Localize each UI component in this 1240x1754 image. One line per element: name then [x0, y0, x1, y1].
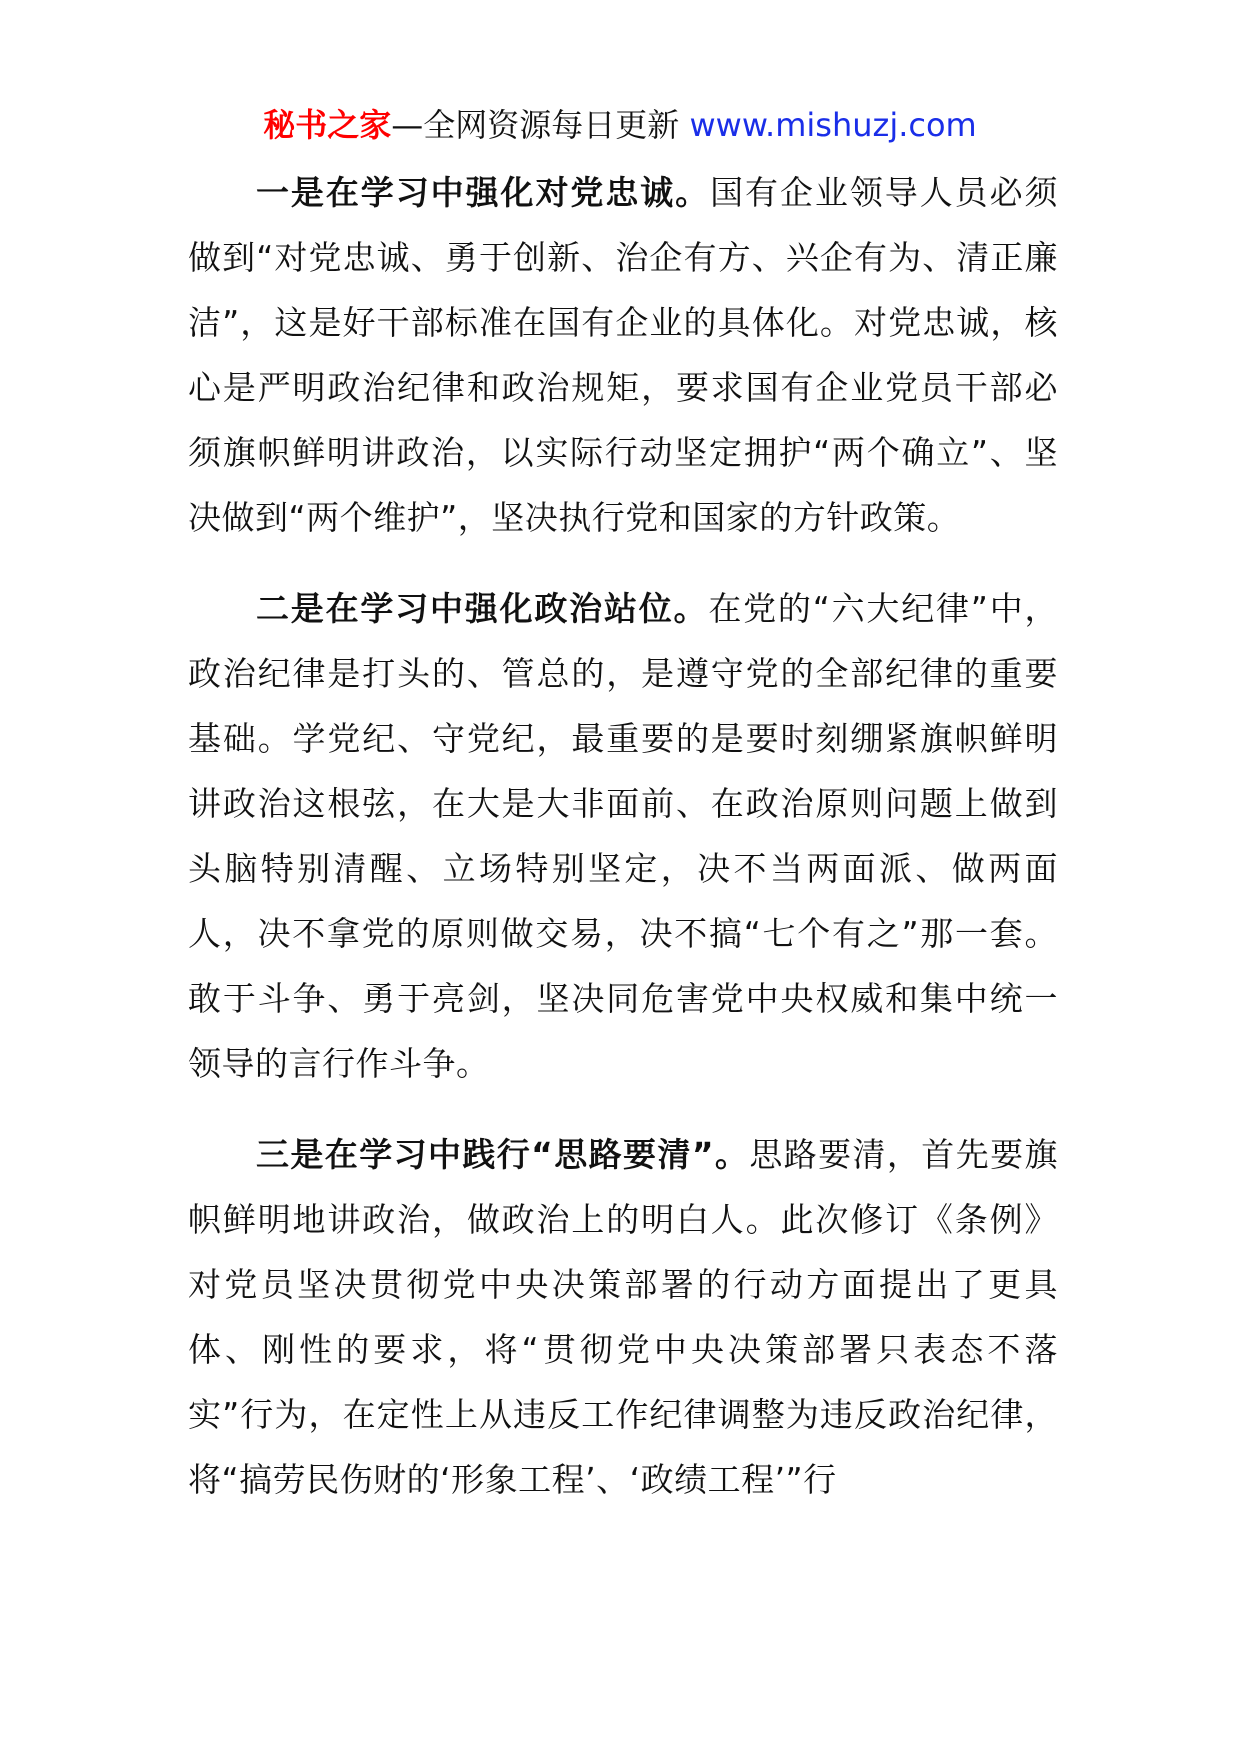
site-header — [0, 102, 1240, 148]
paragraph-1-lead: 一是在学习中强化对党忠诚。 — [256, 173, 711, 212]
paragraph-2-text: 在党的“六大纪律”中，政治纪律是打头的、管总的，是遵守党的全部纪律的重要基础。学党纪、守党纪，最重要的是要时刻绷紧旗帜鲜明讲政治这根弦，在大是大非面前、在政治原则问题上做到头脑特别清醒、立场特别坚定，决不当两面派、做两面人，决不拿党的原则做交易，决不搞“七个有之”那一套。敢于斗争、勇于亮剑，坚决同危害党中央权威和集中统一领导的言行作斗争。 — [188, 589, 1058, 1083]
paragraph-3 — [188, 1122, 1058, 1512]
paragraph-2 — [188, 576, 1058, 1096]
paragraph-1-text: 国有企业领导人员必须做到“对党忠诚、勇于创新、治企有方、兴企有为、清正廉洁”，这是好干部标准在国有企业的具体化。对党忠诚，核心是严明政治纪律和政治规矩，要求国有企业党员干部必须旗帜鲜明讲政治，以实际行动坚定拥护“两个确立”、坚决做到“两个维护”，坚决执行党和国家的方针政策。 — [188, 173, 1059, 537]
paragraph-3-lead: 三是在学习中践行“思路要清”。 — [256, 1135, 750, 1174]
paragraph-1 — [188, 160, 1058, 550]
paragraph-2-lead: 二是在学习中强化政治站位。 — [256, 589, 709, 628]
brand-name: 秘书之家 — [263, 106, 392, 144]
site-url-link[interactable]: www.mishuzj.com — [689, 106, 977, 144]
document-body — [188, 160, 1058, 1538]
header-slogan: —全网资源每日更新 — [391, 106, 680, 144]
paragraph-3-text: 思路要清，首先要旗帜鲜明地讲政治，做政治上的明白人。此次修订《条例》对党员坚决贯彻党中央决策部署的行动方面提出了更具体、刚性的要求，将“贯彻党中央决策部署只表态不落实”行为，在定性上从违反工作纪律调整为违反政治纪律，将“搞劳民伤财的‘形象工程’、‘政绩工程’”行 — [188, 1135, 1058, 1499]
